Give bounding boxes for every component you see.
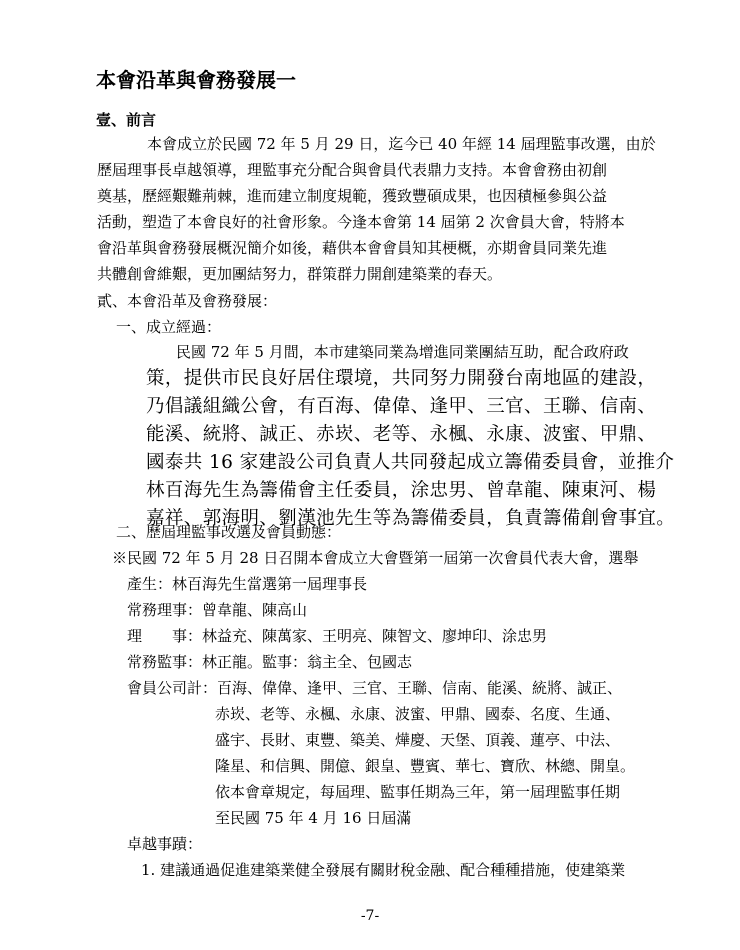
preface-line: 共體創會維艱，更加團結努力，群策群力開創建築業的春天。 [97,265,503,283]
board-line: 理 事：林益充、陳萬家、王明亮、陳智文、廖坤印、涂忠男 [127,627,548,645]
founding-line: 國泰共 16 家建設公司負責人共同發起成立籌備委員會，並推介 [146,452,675,473]
founding-heading: 一、成立經過： [116,318,222,336]
preface-line: 歷屆理事長卓越領導，理監事充分配合與會員代表鼎力支持。本會會務由初創 [97,161,608,179]
preface-line: 會沿革與會務發展概況簡介如後，藉供本會會員知其梗概，亦期會員同業先進 [97,239,608,257]
history-heading: 貳、本會沿革及會務發展： [97,292,278,310]
preface-heading: 壹、前言 [96,111,157,129]
board-line: 產生：林百海先生當選第一屆理事長 [127,575,368,593]
board-line: ※民國 72 年 5 月 28 日召開本會成立大會暨第一屆第一次會員代表大會，選舉 [112,549,639,567]
board-line: 常務理事：曾韋龍、陳高山 [127,601,308,619]
founding-line: 能溪、統將、誠正、赤崁、老等、永楓、永康、波蜜、甲鼎、 [146,424,657,445]
board-line: 隆星、和信興、開億、銀皇、豐賓、華七、寶欣、林總、開皇。 [215,757,636,775]
board-line: 赤崁、老等、永楓、永康、波蜜、甲鼎、國泰、名度、生通、 [215,705,621,723]
page-number: -7- [360,908,380,924]
achievement-item: 1. 建議通過促進建築業健全發展有關財稅金融、配合種種措施，使建築業 [141,861,626,879]
preface-line: 奠基，歷經艱難荊棘，進而建立制度規範，獲致豐碩成果，也因積極參與公益 [97,187,608,205]
preface-line: 本會成立於民國 72 年 5 月 29 日，迄今已 40 年經 14 屆理監事改選，由於 [147,135,656,153]
board-line: 至民國 75 年 4 月 16 日屆滿 [215,809,412,827]
preface-line: 活動，塑造了本會良好的社會形象。今逢本會第 14 屆第 2 次會員大會，特將本 [97,213,625,231]
founding-line: 林百海先生為籌備會主任委員，涂忠男、曾韋龍、陳東河、楊 [146,480,657,501]
page-title: 本會沿革與會務發展一 [96,68,296,92]
founding-line: 乃倡議組織公會，有百海、偉偉、逢甲、三官、王聯、信南、 [146,396,657,417]
board-line: 盛宇、長財、東豐、築美、燁慶、天堡、頂義、蓮亭、中法、 [215,731,621,749]
board-line: 會員公司計：百海、偉偉、逢甲、三官、王聯、信南、能溪、統將、誠正、 [127,679,623,697]
founding-line: 策，提供市民良好居住環境，共同努力開發台南地區的建設， [146,368,657,389]
founding-line: 民國 72 年 5 月間，本市建築同業為增進同業團結互助，配合政府政 [176,343,629,361]
achievements-heading: 卓越事蹟： [127,835,203,853]
board-heading: 二、歷屆理監事改選及會員動態： [116,523,342,541]
founding-line: 嘉祥、郭海明、劉漢池先生等為籌備委員，負責籌備創會事宜。 [146,508,676,529]
board-line: 依本會章規定，每屆理、監事任期為三年，第一屆理監事任期 [215,783,621,801]
board-line: 常務監事：林正龍。監事：翁主全、包國志 [127,653,413,671]
